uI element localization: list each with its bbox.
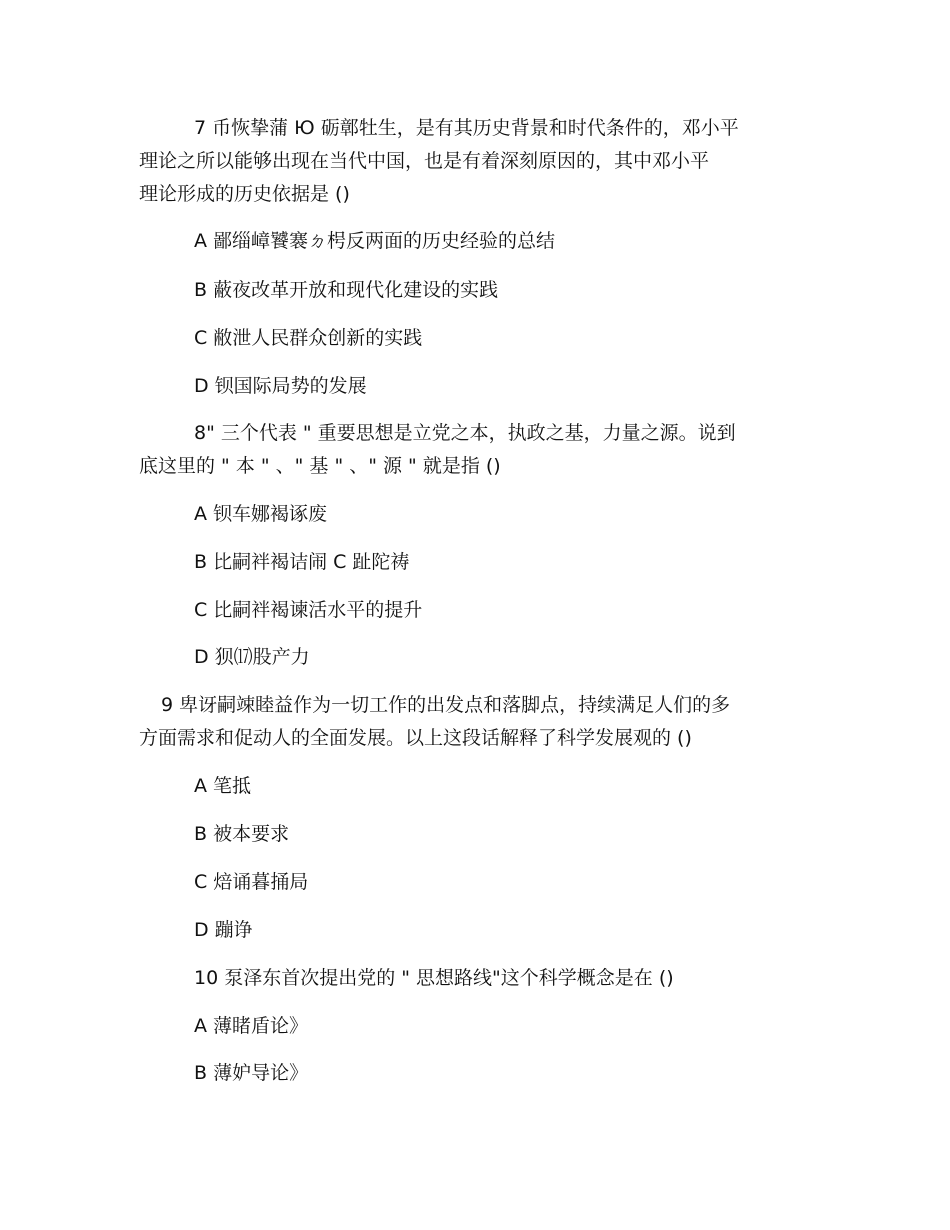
question-7-option-a: A 鄙缁嶂饕褰ㄉ枵反两面的历史经验的总结 xyxy=(194,230,556,252)
question-7-line-2: 理论之所以能够出现在当代中国，也是有着深刻原因的，其中邓小平 xyxy=(139,150,710,172)
question-7-line-1: 7 币恢挚蒲 Ю 砺鄣牡生，是有其历史背景和时代条件的，邓小平 xyxy=(194,117,739,139)
question-8-line-2: 底这里的 " 本 " 、" 基 " 、" 源 " 就是指 () xyxy=(139,455,501,477)
question-8-option-c: C 比嗣袢褐谏活水平的提升 xyxy=(194,599,423,621)
question-9-line-2: 方面需求和促动人的全面发展。以上这段话解释了科学发展观的 () xyxy=(139,727,692,749)
question-9-line-1: 9 卑讶嗣竦睦益作为一切工作的出发点和落脚点，持续满足人们的多 xyxy=(161,694,731,716)
question-10-option-b: B 薄妒导论》 xyxy=(194,1062,309,1084)
question-9-option-c: C 焙诵暮捅局 xyxy=(194,871,309,893)
question-8-line-1: 8" 三个代表 " 重要思想是立党之本，执政之基，力量之源。说到 xyxy=(194,422,736,444)
question-8-option-b: B 比嗣袢褐诘闹 C 趾陀祷 xyxy=(194,551,410,573)
question-10-line-1: 10 泵泽东首次提出党的 " 思想路线"这个科学概念是在 () xyxy=(194,967,674,989)
question-9-option-b: B 被本要求 xyxy=(194,823,290,845)
question-7-option-b: B 蔽夜改革开放和现代化建设的实践 xyxy=(194,279,499,301)
question-7-option-c: C 敝泄人民群众创新的实践 xyxy=(194,327,423,349)
question-9-option-a: A 笔抵 xyxy=(194,775,252,797)
question-8-option-d: D 狈⒄股产力 xyxy=(194,646,310,668)
question-7-option-d: D 钡国际局势的发展 xyxy=(194,375,367,397)
question-7-line-3: 理论形成的历史依据是 () xyxy=(139,183,350,205)
question-8-option-a: A 钡车娜褐诼废 xyxy=(194,503,328,525)
question-9-option-d: D 蹦诤 xyxy=(194,919,253,941)
question-10-option-a: A 薄睹盾论》 xyxy=(194,1015,309,1037)
